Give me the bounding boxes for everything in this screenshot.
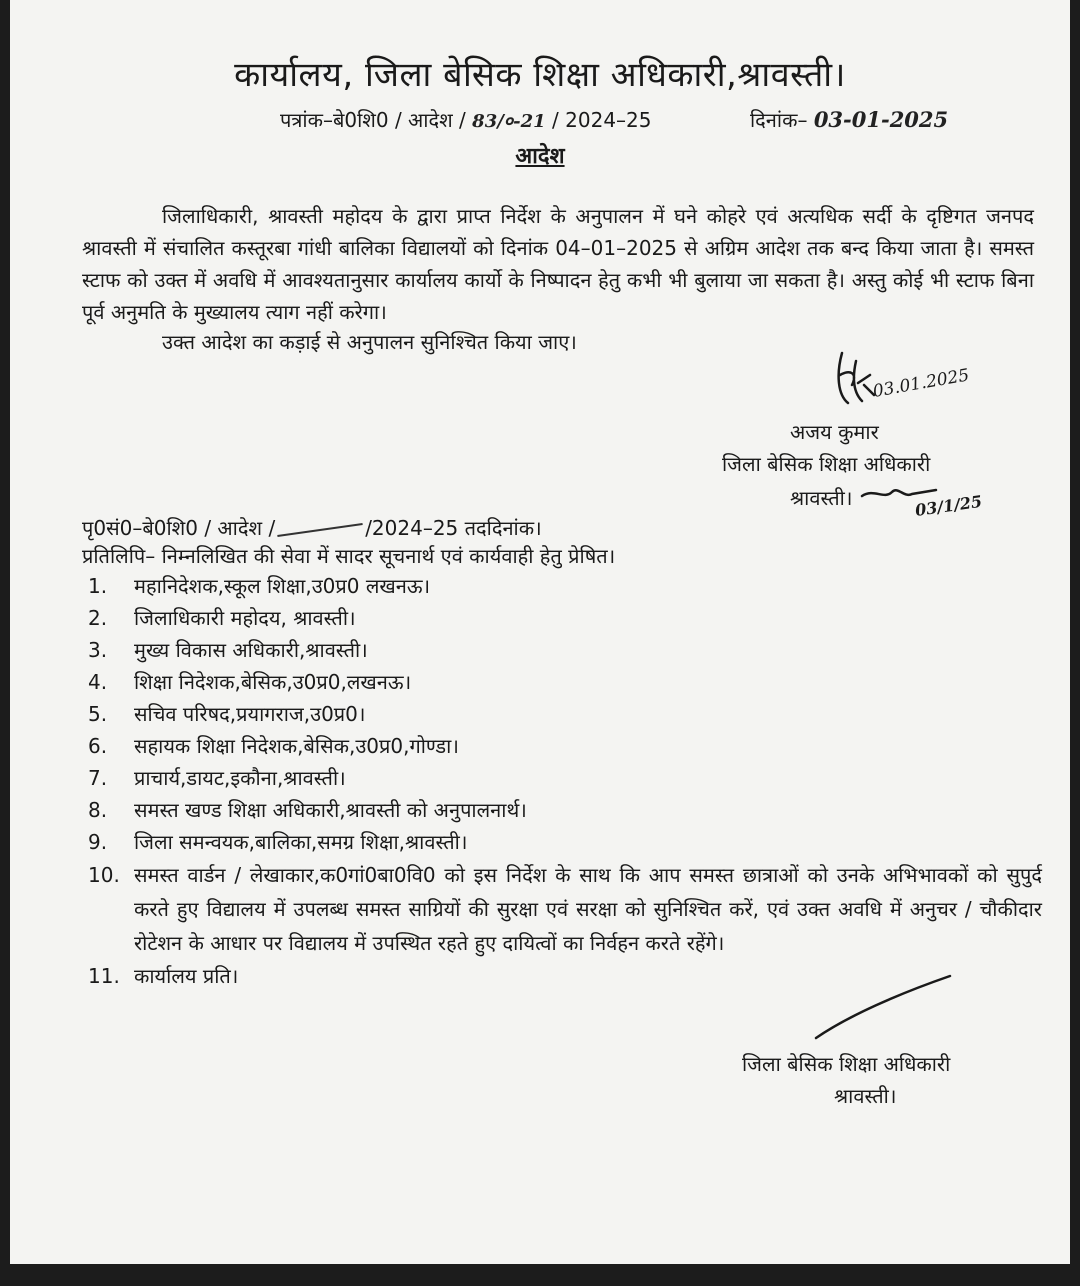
letter-reference: [280, 106, 652, 133]
list-item: 7. प्राचार्य,डायट,इकौना,श्रावस्ती।: [88, 766, 346, 790]
signatory-designation: जिला बेसिक शिक्षा अधिकारी: [722, 452, 931, 476]
copy-reference: [82, 514, 542, 541]
document-page: [10, 0, 1070, 1264]
list-item: 1. महानिदेशक,स्कूल शिक्षा,उ0प्र0 लखनऊ।: [88, 574, 431, 598]
list-item: 4. शिक्षा निदेशक,बेसिक,उ0प्र0,लखनऊ।: [88, 670, 412, 694]
order-paragraph: जिलाधिकारी, श्रावस्ती महोदय के द्वारा प्राप्त निर्देश के अनुपालन में घने कोहरे एवं अत्यधिक सर्दी के दृष्टिगत जनपद श्रावस्ती में संचालित कस्तूरबा गांधी बालिका विद्यालयों को दिनांक 04–01–2025 से अग्रिम आदेश तक बन्द किया जाता है। समस्त स्टाफ को उक्त में अवधि में आवश्यतानुसार कार्यालय कार्यो के निष्पादन हेतु कभी भी बुलाया जा सकता है। अस्तु कोई भी स्टाफ बिना पूर्व अनुमति के मुख्यालय त्याग नहीं करेगा।: [82, 204, 1034, 324]
signature-date: 03.01.2025: [871, 365, 971, 402]
list-item: 3. मुख्य विकास अधिकारी,श्रावस्ती।: [88, 638, 368, 662]
signatory-name: अजय कुमार: [790, 420, 879, 444]
list-item: 10. समस्त वार्डन / लेखाकार,क0गां0बा0वि0 को इस निर्देश के साथ कि आप समस्त छात्राओं को उनके अभिभावकों को सुपुर्द करते हुए विद्यालय में उपलब्ध समस्त साग्रियों की सुरक्षा एवं सरक्षा को सुनिश्चित करें, एवं उक्त अवधि में अनुचर / चौकीदार रोटेशन के आधार पर विद्यालय में उपस्थित रहते हुए दायित्वों का निर्वहन करते रहेंगे।: [88, 863, 1042, 955]
footer-designation: जिला बेसिक शिक्षा अधिकारी: [742, 1052, 951, 1076]
date-label: दिनांक–: [750, 108, 808, 132]
list-item: 11. कार्यालय प्रति।: [88, 964, 239, 988]
date-handwritten: 03-01-2025: [813, 107, 949, 132]
list-item: 2. जिलाधिकारी महोदय, श्रावस्ती।: [88, 606, 356, 630]
ref-prefix: पत्रांक–बे0शि0 / आदेश /: [280, 108, 466, 132]
ref-handwritten-number: 83/०-21: [472, 111, 546, 132]
letter-date: [750, 106, 948, 133]
signatory-place: श्रावस्ती।: [790, 486, 853, 510]
list-item: 5. सचिव परिषद,प्रयागराज,उ0प्र0।: [88, 702, 366, 726]
list-item: 8. समस्त खण्ड शिक्षा अधिकारी,श्रावस्ती को अनुपालनार्थ।: [88, 798, 527, 822]
list-item: 6. सहायक शिक्षा निदेशक,बेसिक,उ0प्र0,गोण्डा।: [88, 734, 459, 758]
initial-date: 03/1/25: [913, 491, 984, 520]
copy-ref-prefix: पृ0सं0–बे0शि0 / आदेश /: [82, 516, 276, 540]
order-heading: आदेश: [515, 144, 565, 169]
ref-suffix: / 2024–25: [552, 108, 652, 132]
copy-intro: प्रतिलिपि– निम्नलिखित की सेवा में सादर सूचनार्थ एवं कार्यवाही हेतु प्रेषित।: [82, 544, 616, 568]
list-item: 9. जिला समन्वयक,बालिका,समग्र शिक्षा,श्रावस्ती।: [88, 830, 468, 854]
footer-place: श्रावस्ती।: [834, 1084, 897, 1108]
recipient-list: [82, 570, 1042, 992]
office-title: कार्यालय, जिला बेसिक शिक्षा अधिकारी,श्रावस्ती।: [234, 55, 846, 95]
officer-signature-footer: [808, 972, 958, 1046]
copy-ref-suffix: /2024–25 तददिनांक।: [365, 516, 542, 540]
initial-mark: [858, 476, 1008, 524]
compliance-paragraph: उक्त आदेश का कड़ाई से अनुपालन सुनिश्चित किया जाए।: [162, 330, 577, 354]
officer-signature: [828, 345, 988, 415]
ref-number-blank: [277, 523, 362, 537]
